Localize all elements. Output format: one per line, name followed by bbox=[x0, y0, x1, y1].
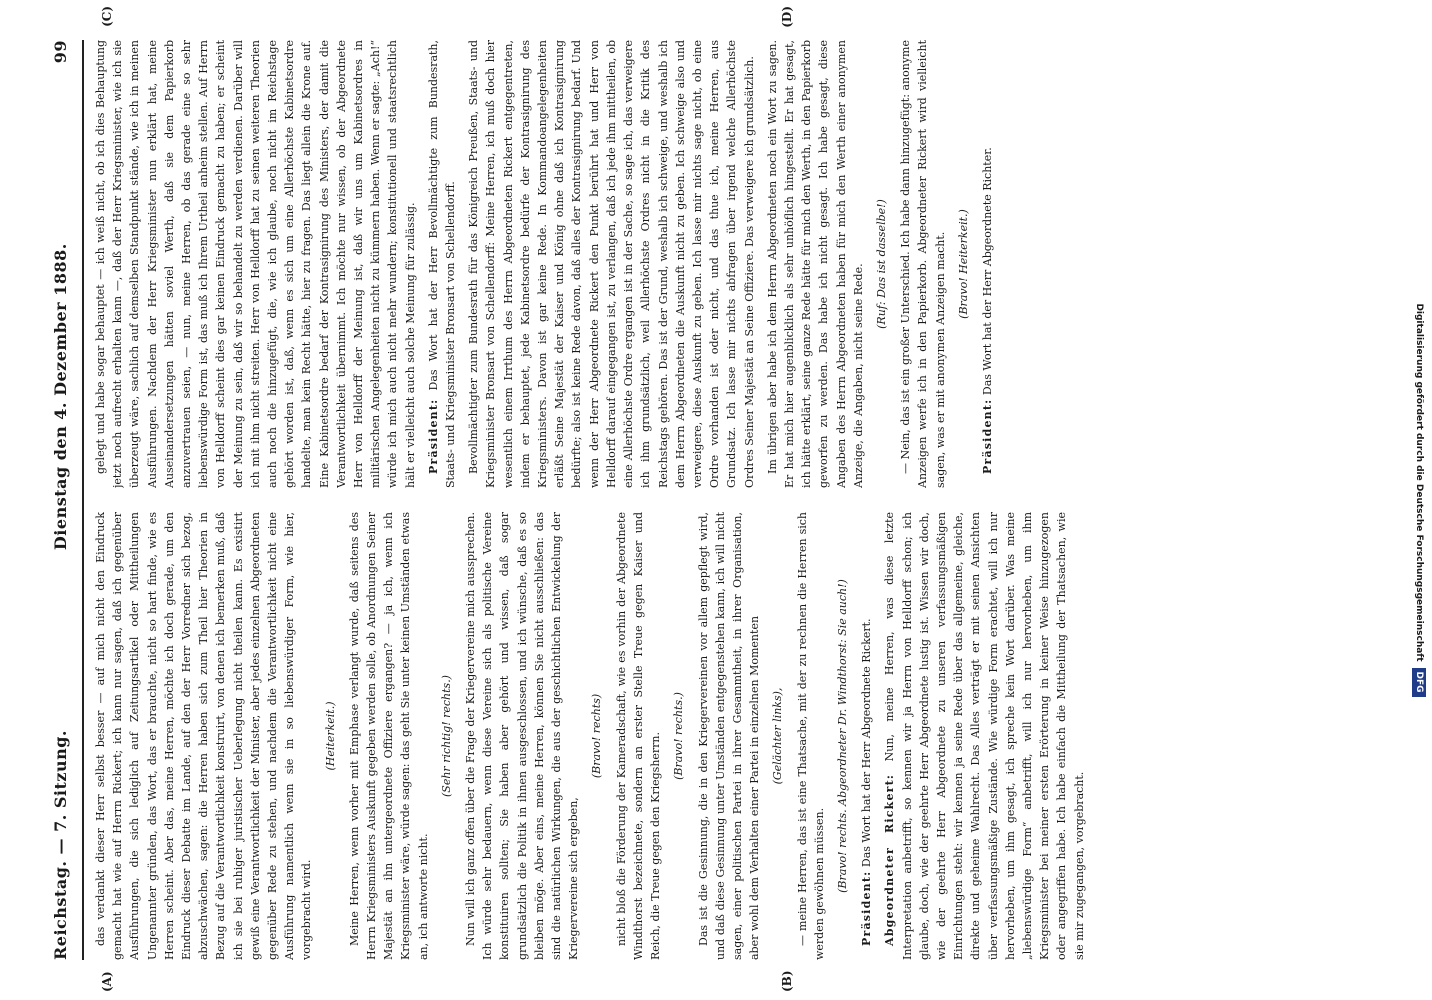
interjection: (Bravo! Heiterkeit.) bbox=[956, 209, 970, 319]
funding-sidebar bbox=[1407, 0, 1432, 1000]
speaker-label: Präsident: bbox=[426, 398, 440, 474]
funding-sidebar-rotated bbox=[1407, 0, 1432, 1000]
paragraph: Bevollmächtigter zum Bundesrath für das Königreich Preußen, Staats- und Kriegsminister Bronsart von Schellendorff: Meine Herren, ich muß doch hier wesentlich einem Irrthum des Herrn Abgeordneten Rickert entgegentreten, indem er behauptet, jede Kabinetsordre bedürfe der Kontrasignirung des Kriegsministers. Davon ist gar keine Rede. In Kommandoangelegenheiten erläßt Seine Majestät der Kaiser und König ohne daß ich Kontrasignirung bedürfte; also ist keine Rede davon, daß alles der Kontrasignirung bedarf. Und wenn der Herr Abgeordnete Rickert den Punkt berührt hat und Herr von Helldorff darauf eingegangen ist, zu verlangen, daß ich jede ihm mittheilen, ob eine Allerhöchste Ordre ergangen ist in der Sache, so sage ich, das verweigere ich ihm grundsätzlich, weil Allerhöchste Ordres nicht in die Kritik des Reichstags gehören. Das ist der Grund, weshalb ich schweige, und weshalb ich dem Herrn Abgeordneten die Auskunft nicht zu geben. Ich schweige also und verweigere, diese Auskunft zu geben. Ich lasse mir nichts sage nicht, ob eine Ordre vorhanden ist oder nicht, und das thue ich, meine Herren, aus Grundsatz. Ich lasse mir nichts abfragen über irgend welche Allerhöchste Ordres Seiner Majestät an Seine Offiziere. Das verweigere ich grundsätzlich. bbox=[467, 40, 756, 488]
speaker-paragraph bbox=[979, 40, 996, 488]
paragraph: gelegt und habe sogar behauptet — ich weiß nicht, ob ich dies Behauptung jetzt noch aufrecht erhalten kann —, daß der Herr Kriegsminister, wie ich sie überzeugt wäre, sachlich auf demselben Standpunkt stände, wie ich in meinen Ausführungen. Nachdem der Herr Kriegsminister nun erklärt hat, meine Auseinandersetzungen hätten soviel Werth, daß sie dem Papierkorb anzuvertrauen seien, — nun, meine Herren, ob das gerade eine so sehr liebenswürdige Form ist, das muß ich Ihrem Urtheil anheim stellen. Auf Herrn von Helldorff scheint dies gar keinen Eindruck gemacht zu haben; er scheint der Meinung zu sein, daß wir so behandelt zu werden verdienen. Darüber will ich mit ihm nicht streiten. Herr von Helldorff hat zu seinen weiteren Theorien auch noch die hinzugefügt, die, wie ich glaube, noch nicht im Reichstage gehört worden ist, daß, wenn es sich um eine Allerhöchste Kabinetsordre handelte, man kein Recht hätte, hier zu fragen. Das liegt allein die Krone auf. Eine Kabinetsordre bedarf der Kontrasignirung des Ministers, der damit die Verantwortlichkeit übernimmt. Ich möchte nur wissen, ob der Abgeordnete Herr von Helldorff der Meinung ist, daß wir uns um Kabinetsordres in militärischen Angelegenheiten nicht zu kümmern haben. Wenn er sagte: „Ach!“ würde ich mich auch nicht mehr wundern; konstitutionell und staatsrechtlich hält er vielleicht auch solche Meinung für zulässig. bbox=[94, 40, 417, 488]
text-columns bbox=[92, 40, 1392, 960]
paragraph: Meine Herren, wenn vorher mit Emphase verlangt wurde, daß seitens des Herrn Kriegsministers Auskunft gegeben werden solle, ob Anordnungen Seiner Majestät an ihn untergeordnete Offiziere ergangen? — ja ich, wenn ich Kriegsminister wäre, würde sagen: das geht Sie unter keinen Umständen etwas an, ich antworte nicht. bbox=[347, 512, 430, 960]
speaker-label: Abgeordneter Rickert: bbox=[883, 773, 897, 946]
speaker-paragraph bbox=[881, 512, 1087, 960]
paragraph: Das ist die Gesinnung, die in den Kriegervereinen vor allem gepflegt wird, und daß diese Gesinnung unter Umständen entgegenstehen kann, ich will nicht sagen, einer politischen Partei in ihrer Gesammtheit, in ihrer Organisation, aber wohl dem Verhalten einer Partei in einzelnen Momenten bbox=[696, 512, 762, 960]
header-center: Dienstag den 4. Dezember 1888. bbox=[50, 243, 70, 551]
speaker-label: Präsident: bbox=[860, 870, 874, 946]
header-left: Reichstag. — 7. Sitzung. bbox=[50, 730, 70, 960]
dfg-logo: DFG bbox=[1413, 668, 1427, 697]
paragraph: nicht bloß die Förderung der Kameradschaft, wie es vorhin der Abgeordnete Windthorst bezeichnete, sondern an erster Stelle Treue gegen Kaiser und Reich, die Treue gegen den Kriegsherrn. bbox=[614, 512, 663, 960]
speaker-label: Präsident: bbox=[980, 398, 994, 474]
margin-marker-c: (C) bbox=[100, 6, 114, 27]
speaker-text: Das Wort hat der Herr Bevollmächtigte zum Bundesrath, Staats- und Kriegsminister Bronsart von Schellendorff. bbox=[426, 40, 458, 488]
interjection: (Sehr richtig! rechts.) bbox=[439, 675, 453, 797]
funding-note: Digitalisierung gefördert durch die Deutsche Forschungsgemeinschaft bbox=[1414, 303, 1425, 662]
interjection: (Heiterkeit.) bbox=[323, 701, 337, 771]
column-right bbox=[92, 40, 1392, 488]
paragraph: — meine Herren, das ist eine Thatsache, mit der zu rechnen die Herren sich werden gewöhnen müssen. bbox=[795, 512, 826, 960]
interjection: (Ruf: Das ist dasselbe!) bbox=[874, 199, 888, 329]
paragraph: Im übrigen aber habe ich dem Herrn Abgeordneten noch ein Wort zu sagen. Er hat mich hier augenblicklich als sehr unhöflich hingestellt. Er hat gesagt, ich hätte erklärt, seine ganze Rede hätte für mich den Werth, in den Papierkorb geworfen zu werden. Das habe ich nicht gesagt. Ich habe gesagt, diese Angaben des Herrn Abgeordneten haben für mich den Werth einer anonymen Anzeige, die Angaben, nicht seine Rede. bbox=[765, 40, 865, 488]
header-rule bbox=[82, 40, 84, 960]
page-header bbox=[40, 40, 80, 960]
paragraph: das verdankt dieser Herr selbst besser — auf mich nicht den Eindruck gemacht hat wie auf Herrn Rickert; ich kann nur sagen, daß ich gegenüber Ausführungen, die sich lediglich auf Zeitungsartikel oder Mittheilungen Ungenannter gründen, das Wort, das er brauchte, nicht so hart finde, wie es Herren scheint. Aber das, meine Herren, möchte ich doch gerade, um den Eindruck dieser Debatte im Lande, auf den der Herr Vorredner sich bezog, abzuschwächen, sagen: die Herren haben sich zum Theil hier Theorien in Bezug auf die Verantwortlichkeit konstruirt, von denen ich bemerken muß, daß ich sie bei ruhiger juristischer Ueberlegung nicht theilen kann. Es existirt gewiß eine Verantwortlichkeit der Minister, aber jedes einzelnen Abgeordneten gegenüber Rede zu stehen, und nachdem die Verantwortlichkeit nicht eine Ausführung namentlich wenn sie in so liebenswürdiger Form, wie hier, vorgebracht wird. bbox=[94, 512, 314, 960]
column-left bbox=[92, 512, 1392, 960]
interjection: (Bravo! rechts. Abgeordneter Dr. Windthorst: Sie auch!) bbox=[835, 579, 849, 893]
speaker-paragraph bbox=[858, 512, 875, 960]
interjection: (Gelächter links), bbox=[771, 687, 785, 785]
paragraph: Nun will ich ganz offen über die Frage der Kriegervereine mich aussprechen. Ich würde sehr bedauern, wenn diese Vereine sich als politische Vereine konstituiren sollten; Sie haben aber gehört und wissen, daß sogar grundsätzlich die Politik in ihnen ausgeschlossen, und ich wünsche, daß es so bleiben möge. Aber eins, meine Herren, können Sie nicht ausschließen: das sind die natürlichen Wirkungen, die aus der geschichtlichen Entwickelung der Kriegervereine sich ergeben, bbox=[464, 512, 581, 960]
speaker-paragraph bbox=[425, 40, 459, 488]
page-number: 99 bbox=[50, 40, 70, 64]
margin-marker-b: (B) bbox=[780, 970, 794, 992]
margin-marker-a: (A) bbox=[100, 971, 114, 992]
margin-marker-d: (D) bbox=[780, 6, 794, 28]
interjection: (Bravo! rechts) bbox=[590, 693, 604, 779]
speaker-text: Das Wort hat der Herr Abgeordnete Rickert. bbox=[860, 618, 874, 868]
speaker-text: Das Wort hat der Herr Abgeordnete Richter. bbox=[980, 147, 994, 396]
paragraph: — Nein, das ist ein großer Unterschied. Ich habe dann hinzugefügt: anonyme Anzeigen werfe ich in den Papierkorb. Abgeordneter Rickert wird vielleicht sagen, was er mit anonymen Anzeigen macht. bbox=[899, 40, 947, 488]
interjection: (Bravo! rechts.) bbox=[672, 692, 686, 780]
speaker-text: Nun, meine Herren, was diese letzte Interpretation anbetrifft, so kennen wir ja Herrn von Helldorff schon; ich glaube, doch, wie der geehrte Herr Abgeordnete lustig ist. Wissen wir doch, wie der geehrte Herr Abgeordnete zu unseren verfassungsmäßigen Einrichtungen steht: wir kennen ja seine Rede über das allgemeine, gleiche, direkte und geheime Wahlrecht. Das Alles verträgt er mit seinen Ansichten über verfassungsmäßige Zustände. Wie würdige Form erachtet, will ich nur hervorheben, um ihm gesagt, ich spreche kein Wort darüber. Was meine „liebenswürdige Form“ anbetrifft, will ich nur hervorheben, um ihm Kriegsminister bei meiner ersten Erörterung in keiner Weise hinzugezogen oder angegriffen habe. Ich habe einfach die Mittheilung der Thatsachen, wie sie mir zugegangen, vorgebracht. bbox=[883, 512, 1086, 960]
